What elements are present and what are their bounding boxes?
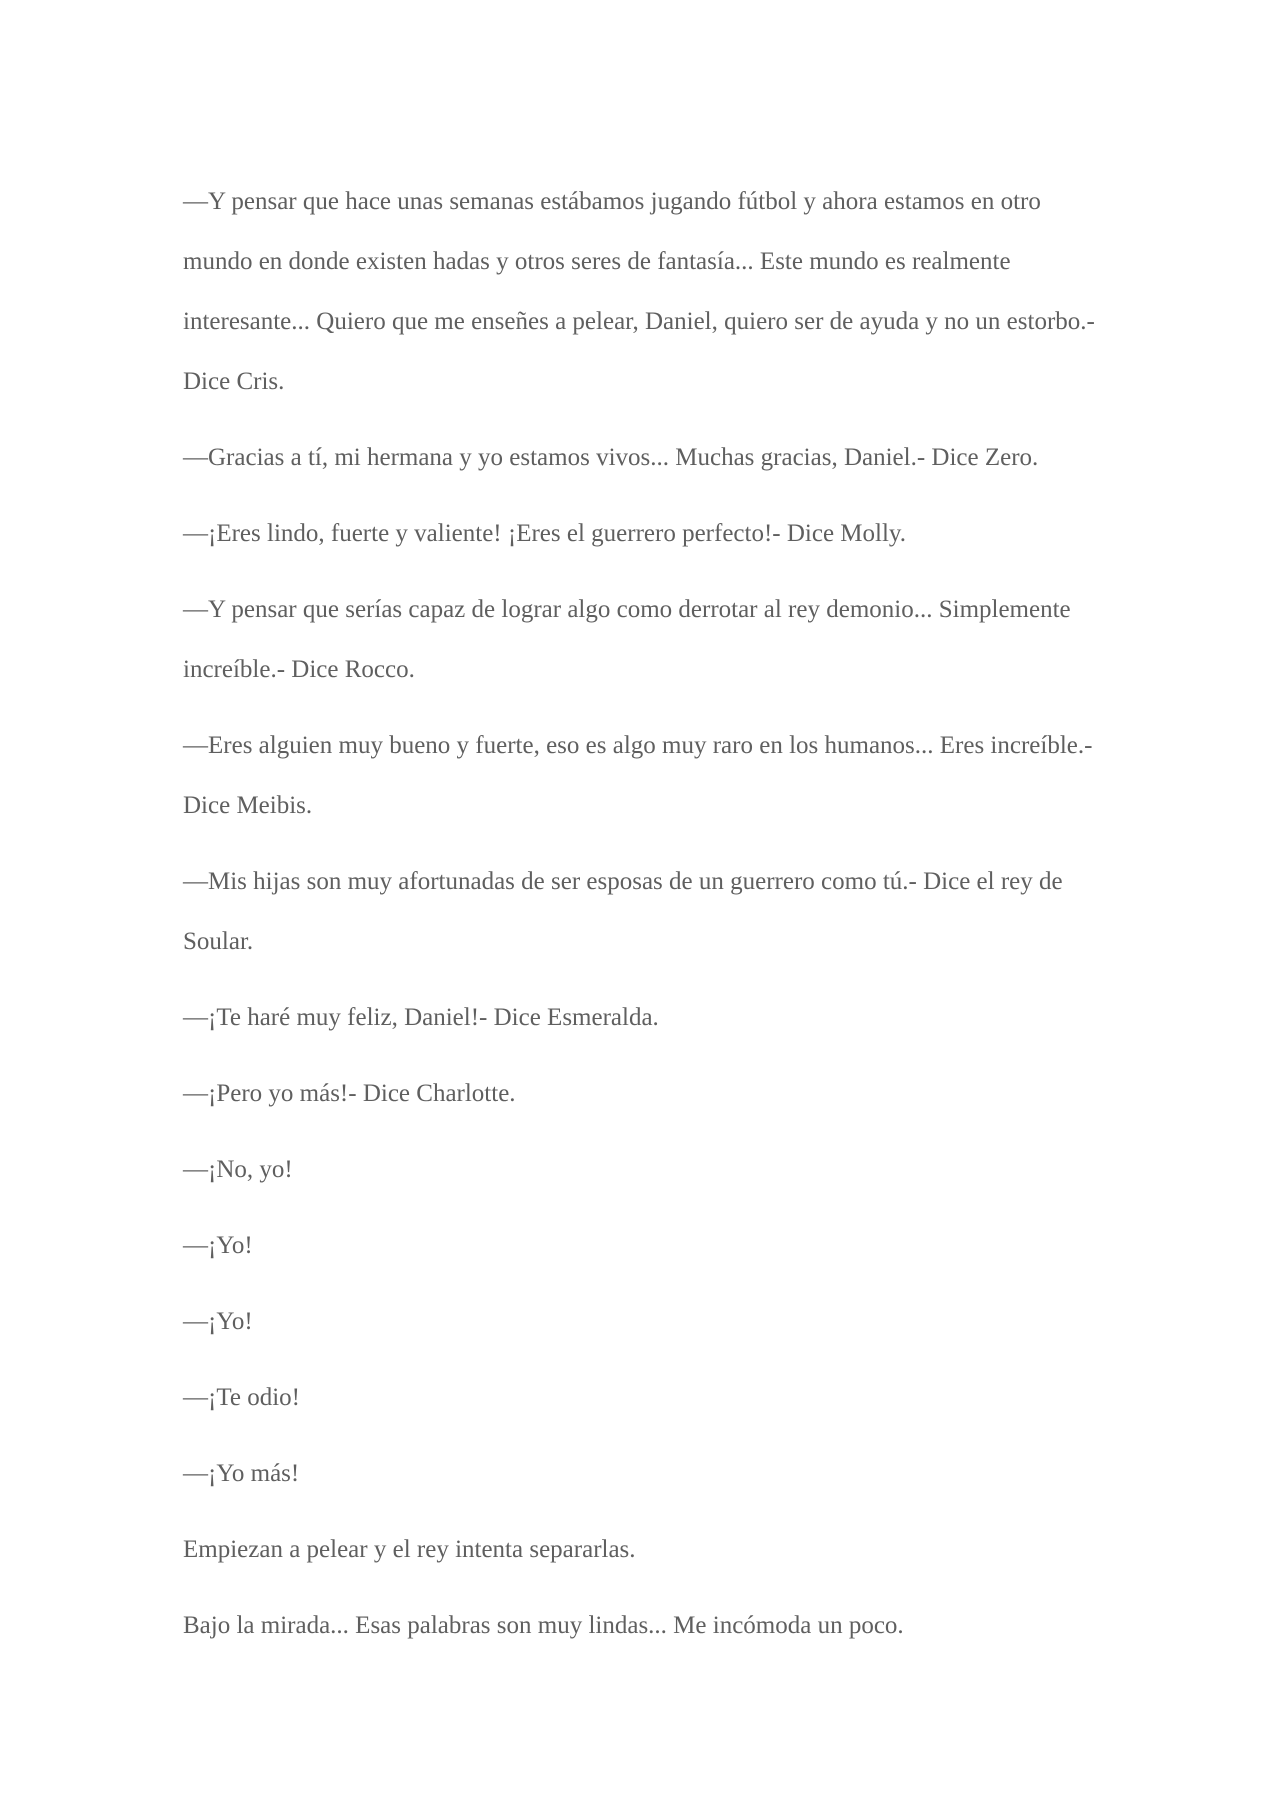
paragraph-3: —¡Eres lindo, fuerte y valiente! ¡Eres el guerrero perfecto!- Dice Molly. [183, 520, 907, 547]
paragraph-13: —¡Yo más! [183, 1460, 300, 1487]
paragraph-14: Empiezan a pelear y el rey intenta separarlas. [183, 1536, 636, 1563]
paragraph-11: —¡Yo! [183, 1308, 253, 1335]
paragraph-7: —¡Te haré muy feliz, Daniel!- Dice Esmeralda. [183, 1004, 659, 1031]
paragraph-5: —Eres alguien muy bueno y fuerte, eso es algo muy raro en los humanos... Eres increíble.- Dice Meibis. [183, 732, 1093, 819]
paragraph-4: —Y pensar que serías capaz de lograr algo como derrotar al rey demonio... Simplemente increíble.- Dice Rocco. [183, 596, 1071, 683]
paragraph-1: —Y pensar que hace unas semanas estábamos jugando fútbol y ahora estamos en otro mundo en donde existen hadas y otros seres de fantasía... Este mundo es realmente interesante... Quiero que me enseñes a pelear, Daniel, quiero ser de ayuda y no un estorbo.- Dice Cris. [183, 188, 1095, 395]
paragraph-15: Bajo la mirada... Esas palabras son muy lindas... Me incómoda un poco. [183, 1612, 904, 1639]
document-body [183, 172, 1103, 1672]
paragraph-12: —¡Te odio! [183, 1384, 300, 1411]
paragraph-6: —Mis hijas son muy afortunadas de ser esposas de un guerrero como tú.- Dice el rey de Soular. [183, 868, 1063, 955]
paragraph-8: —¡Pero yo más!- Dice Charlotte. [183, 1080, 516, 1107]
paragraph-10: —¡Yo! [183, 1232, 253, 1259]
paragraph-9: —¡No, yo! [183, 1156, 293, 1183]
paragraph-2: —Gracias a tí, mi hermana y yo estamos vivos... Muchas gracias, Daniel.- Dice Zero. [183, 444, 1039, 471]
